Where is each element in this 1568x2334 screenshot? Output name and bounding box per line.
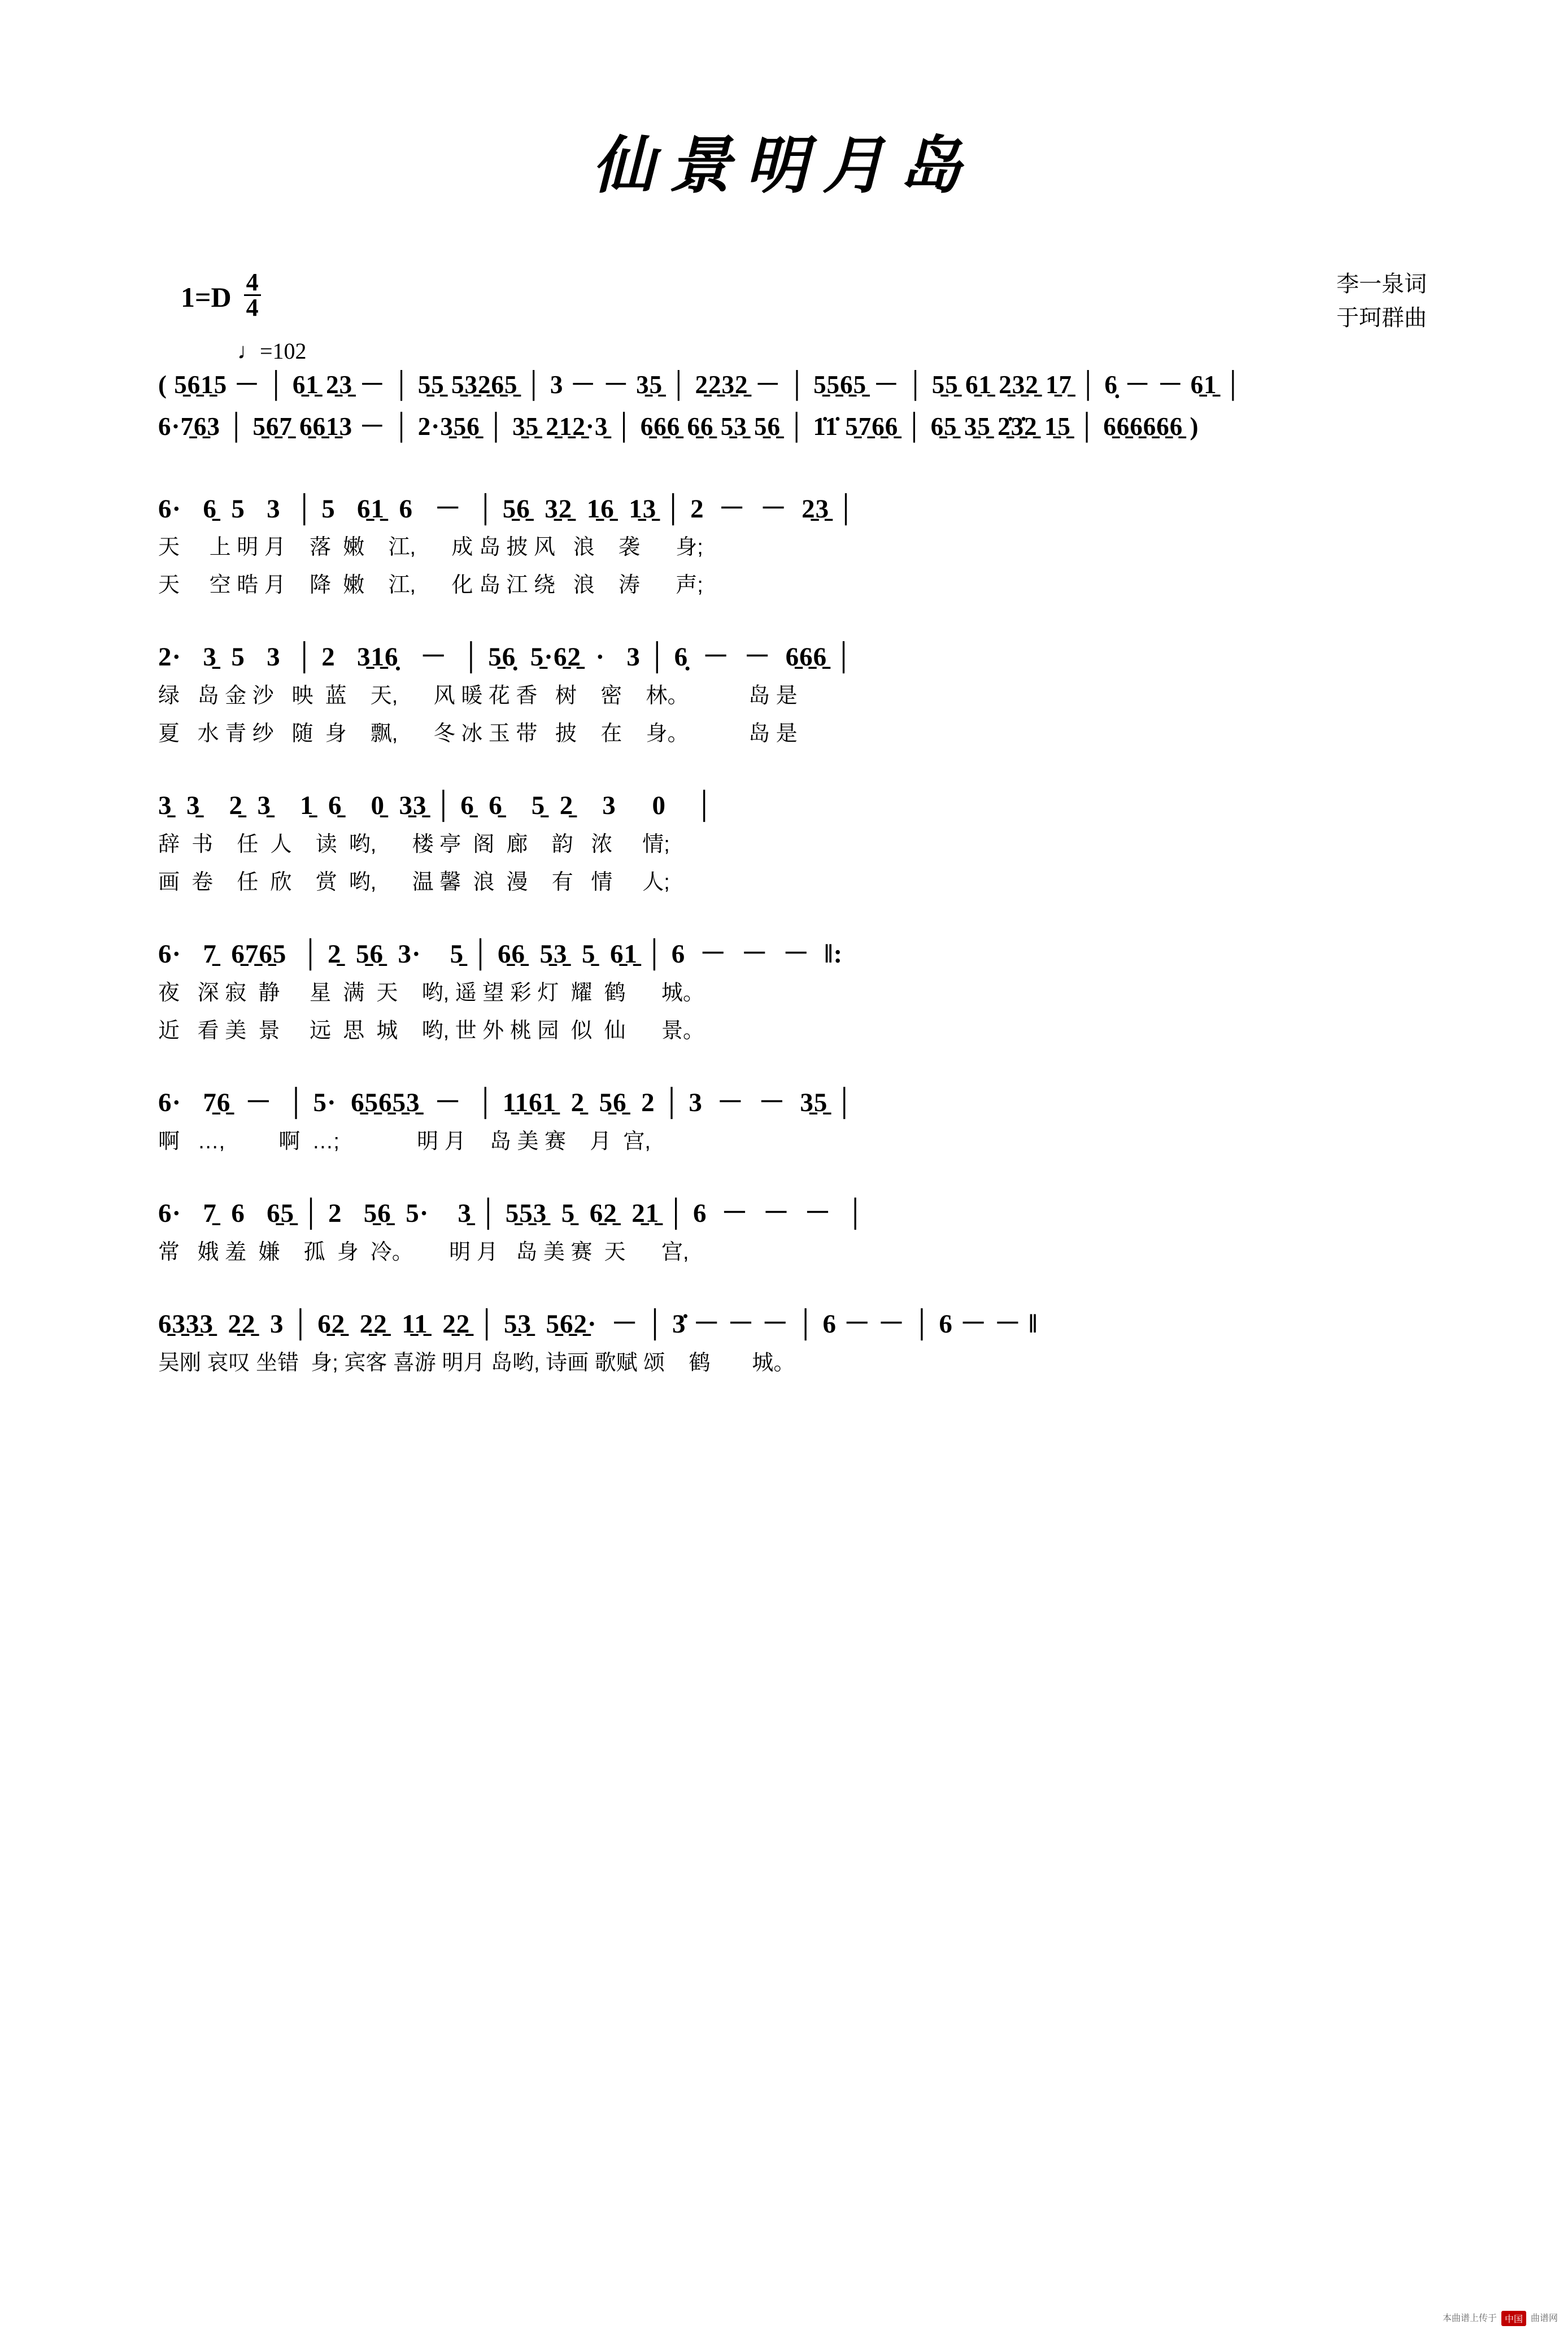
system-2-lyrics-verse-2: 夏 水 青 纱 随 身 飘, 冬 冰 玉 带 披 在 身。 岛 是	[158, 722, 798, 746]
system-7-lyrics: 吴刚 哀叹 坐错 身; 宾客 喜游 明月 岛哟, 诗画 歌赋 颂 鹤 城。	[158, 1351, 795, 1375]
sheet-music-page	[0, 116, 1568, 2334]
credits	[1336, 267, 1427, 335]
intro-notes-line-1: ( 5̱6̱1̱5 － │ 6̱1̱ 2̱3̱ － │ 5̱5̱ 5̱3̱2̱6̱5̱ │ 3 － － 3̱5̱ │ 2̱2̱3̱2̱ － │ 5̱5̱6̱5̱ － │ 5̱5̱ 6̱1̱ 2̱3̱2̱ 1̱7̱ │ 6̣ － － 6̱1̱ │	[158, 371, 1243, 399]
watermark-tag-suffix: 曲谱网	[1530, 2313, 1558, 2323]
system-6-notes: 6· 7̱ 6 6̱5̱ │ 2 5̱6̱ 5· 3̱ │ 5̱5̱3̱ 5̱ 6̱2̱ 2̱1̱ │ 6 － － － │	[158, 1199, 865, 1229]
system-4-notes: 6· 7̱ 6̱7̱6̱5 │ 2̱ 5̱6̱ 3· 5̱ │ 6̱6̱ 5̱3̱ 5̱ 6̱1̱ │ 6 － － － ‖:	[158, 939, 843, 969]
system-1	[136, 493, 1432, 602]
key-signature-text: 1=D	[181, 281, 232, 313]
system-7-notes: 6̱3̱3̱3̱ 2̱2̱ 3 │ 6̱2̱ 2̱2̱ 1̱1̱ 2̱2̱ │ 5̱3̱ 5̱6̱2̱· － │ 3̇ － － － │ 6 － － │ 6 － － ‖	[158, 1309, 1038, 1339]
system-5-notes: 6· 7̱6̱ － │ 5· 6̱5̱6̱5̱3̱ － │ 1̱1̱6̱1̱ 2̱ 5̱6̱ 2 │ 3 － － 3̱5̱ │	[158, 1088, 855, 1118]
system-1-lyrics-verse-2: 天 空 晧 月 降 嫩 江, 化 岛 江 绕 浪 涛 声;	[158, 573, 703, 598]
time-signature	[244, 268, 261, 321]
system-2-lyrics-verse-1: 绿 岛 金 沙 映 蓝 天, 风 暖 花 香 树 密 林。 岛 是	[158, 684, 798, 708]
system-4	[136, 938, 1432, 1047]
system-6	[136, 1197, 1432, 1268]
intro-section	[136, 369, 1432, 443]
system-7	[136, 1308, 1432, 1379]
system-4-lyrics-verse-1: 夜 深 寂 静 星 满 天 哟, 遥 望 彩 灯 耀 鹤 城。	[158, 981, 704, 1005]
watermark-tag: 中国	[1501, 2311, 1526, 2326]
system-3	[136, 789, 1432, 898]
system-6-lyrics: 常 娥 羞 嫌 孤 身 冷。 明 月 岛 美 赛 天 宫,	[158, 1240, 689, 1264]
system-2	[136, 641, 1432, 750]
system-1-notes: 6· 6̱ 5 3 │ 5 6̱1̱ 6 － │ 5̱6̱ 3̱2̱ 1̱6̱ 1̱3̱ │ 2 － － 2̱3̱ │	[158, 494, 856, 524]
system-3-notes: 3̱ 3̱ 2̱ 3̱ 1̱ 6̱ 0̱ 3̱3̱ │ 6̱ 6̱ 5̱ 2̱ 3 0 │	[158, 791, 715, 821]
watermark-note: 本曲谱上传于	[1442, 2313, 1497, 2323]
page-title: 仙景明月岛	[592, 129, 976, 202]
credit-lyricist: 李一泉词	[1336, 271, 1427, 297]
tempo-marking: ♩=102	[237, 338, 307, 364]
key-signature	[181, 268, 261, 322]
system-2-notes: 2· 3̱ 5 3 │ 2 3̱1̱6̣ － │ 5̱6̣ 5̱·6̱2̱ · 3 │ 6̣ － － 6̱6̱6̱ │	[158, 642, 854, 672]
system-5	[136, 1086, 1432, 1157]
system-4-lyrics-verse-2: 近 看 美 景 远 思 城 哟, 世 外 桃 园 似 仙 景。	[158, 1019, 704, 1043]
time-signature-numerator: 4	[244, 271, 261, 296]
score-header	[68, 262, 1500, 369]
system-5-lyrics: 啊 …, 啊 …; 明 月 岛 美 赛 月 宫,	[158, 1130, 651, 1153]
system-1-lyrics-verse-1: 天 上 明 月 落 嫩 江, 成 岛 披 风 浪 袭 身;	[158, 535, 703, 560]
system-3-lyrics-verse-1: 辞 书 任 人 读 哟, 楼 亭 阁 廊 韵 浓 情;	[158, 833, 670, 857]
intro-notes-line-2: 6·7̱6̱3 │ 5̱6̱7̱ 6̱6̱1̱3 － │ 2·3̱5̱6̱ │ 3̱5̱ 2̱1̱2̱·3̱ │ 6̱6̱6̱ 6̱6̱ 5̱3̱ 5̱6̱ │ 1̇1̇ 5̱7̱6̱6̱ │ 6̱5̱ 3̱5̱ 2̱̇3̱̇2̱ 1̱5̱ │ 6̱6̱6̱6̱6̱6̱ )	[158, 412, 1199, 441]
time-signature-denominator: 4	[246, 293, 259, 321]
system-3-lyrics-verse-2: 画 卷 任 欣 赏 哟, 温 馨 浪 漫 有 情 人;	[158, 870, 670, 895]
source-watermark	[1443, 2311, 1558, 2326]
credit-composer: 于珂群曲	[1336, 305, 1427, 330]
